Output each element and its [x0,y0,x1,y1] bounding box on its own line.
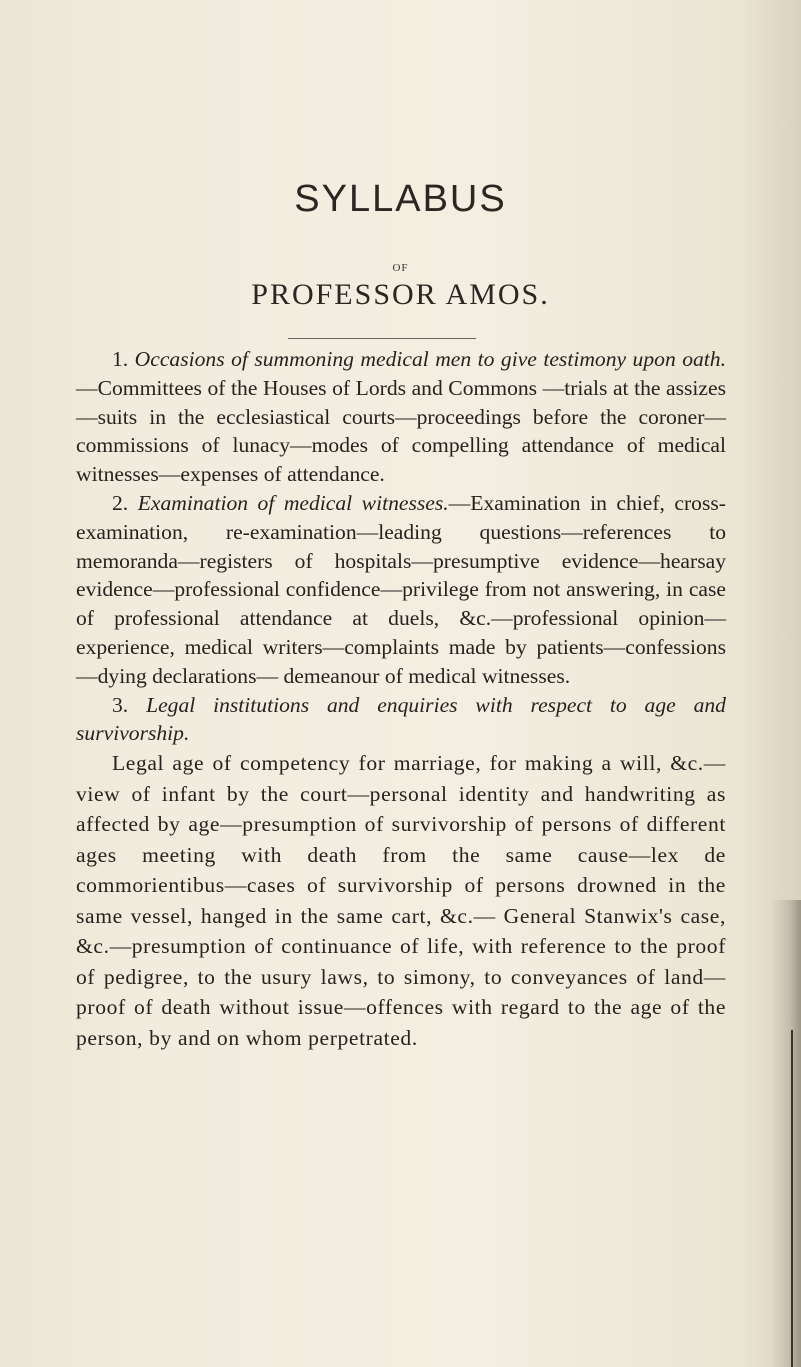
document-subtitle: PROFESSOR AMOS. [251,278,550,311]
section-1-number: 1. [112,347,129,371]
section-1-text: —Committees of the Houses of Lords and Commons —trials at the assizes—suits in the ecclesiastical courts—proceedings before the coroner—commissions of lunacy—modes of compelling attendance of medical witnesses—expenses of attendance. [76,375,726,487]
page-edge-line [791,1030,793,1367]
section-2-text: —Examination in chief, cross-examination, re-examination—leading questions—references to memoranda—registers of hospitals—presumptive evidence—hearsay evidence—professional confidence—privilege from not answering, in case of professional attendance at duels, &c.—professional opinion—experience, medical writers—complaints made by patients—confessions—dying declarations— demeanour of medical witnesses. [76,490,726,688]
syllabus-body [76,345,726,1053]
section-3-heading: Legal institutions and enquiries with respect to age and survivorship. [76,692,726,746]
section-1 [76,345,726,489]
section-1-heading: Occasions of summoning medical men to give testimony upon oath. [134,347,726,371]
document-of: OF [392,262,409,274]
document-title: SYLLABUS [294,178,507,220]
section-3 [76,691,726,749]
section-3-body [76,748,726,1053]
title-divider [288,338,476,339]
section-2-heading: Examination of medical witnesses. [137,490,449,515]
page-edge-shadow [771,900,801,1367]
section-3-number: 3. [112,692,129,717]
section-3-text: Legal age of competency for marriage, for making a will, &c.—view of infant by the court—personal identity and handwriting as affected by age—presumption of survivorship of persons of different ages meeting with death from the same cause—lex de commorientibus—cases of survivorship of persons drowned in the same vessel, hanged in the same cart, &c.— General Stanwix's case, &c.—presumption of continuance of life, with reference to the proof of pedigree, to the usury laws, to simony, to conveyances of land—proof of death without issue—offences with regard to the age of the person, by and on whom perpetrated. [76,751,726,1050]
section-2 [76,489,726,691]
section-2-number: 2. [112,490,129,515]
